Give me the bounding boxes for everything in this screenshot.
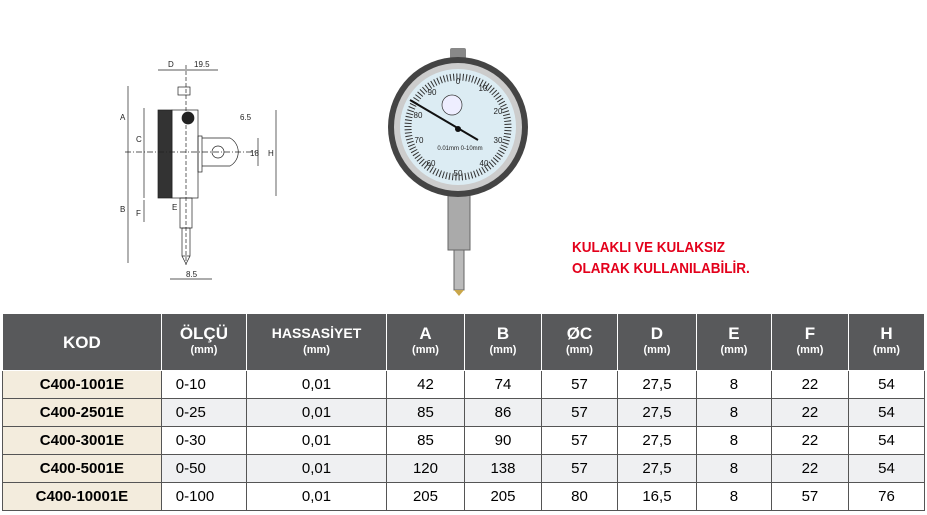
product-code-cell: C400-5001E xyxy=(3,455,162,483)
dial-number: 20 xyxy=(493,107,503,116)
table-cell: 22 xyxy=(771,399,848,427)
table-row xyxy=(3,427,925,455)
table-cell: 8 xyxy=(696,427,771,455)
header-title: HASSASİYET xyxy=(271,325,362,341)
table-cell: 22 xyxy=(771,427,848,455)
table-row xyxy=(3,371,925,399)
table-cell: 57 xyxy=(541,427,617,455)
table-cell: 54 xyxy=(848,455,924,483)
table-cell: 205 xyxy=(387,483,465,511)
product-code-cell: C400-3001E xyxy=(3,427,162,455)
dial-scale-text: 0.01mm 0-10mm xyxy=(437,146,483,152)
table-cell: 8 xyxy=(696,399,771,427)
column-header xyxy=(541,314,617,371)
note-line-1: KULAKLI VE KULAKSIZ xyxy=(572,239,725,256)
table-cell: 0-100 xyxy=(161,483,246,511)
label-8-5: 8.5 xyxy=(186,270,198,279)
table-cell: 22 xyxy=(771,371,848,399)
table-row xyxy=(3,399,925,427)
table-cell: 138 xyxy=(464,455,541,483)
column-header xyxy=(464,314,541,371)
header-unit: (mm) xyxy=(873,344,900,356)
table-cell: 16,5 xyxy=(617,483,696,511)
header-title: ÖLÇÜ xyxy=(179,324,228,343)
product-code-cell: C400-1001E xyxy=(3,371,162,399)
header-title: KOD xyxy=(63,332,101,352)
table-cell: 0,01 xyxy=(247,455,387,483)
table-cell: 0,01 xyxy=(247,399,387,427)
header-title: B xyxy=(496,324,510,343)
column-header xyxy=(3,314,162,371)
header-title: ØC xyxy=(566,324,593,343)
table-cell: 0-30 xyxy=(161,427,246,455)
dial-number: 70 xyxy=(414,136,424,145)
header-unit: (mm) xyxy=(796,344,824,356)
table-cell: 74 xyxy=(464,371,541,399)
table-cell: 0,01 xyxy=(247,371,387,399)
table-cell: 57 xyxy=(541,455,617,483)
header-title: E xyxy=(728,324,740,343)
table-cell: 27,5 xyxy=(617,427,696,455)
label-b: B xyxy=(120,205,126,214)
spec-table xyxy=(2,313,925,511)
label-6-5: 6.5 xyxy=(240,113,252,122)
label-c: C xyxy=(136,135,142,144)
table-cell: 54 xyxy=(848,427,924,455)
dial-number: 40 xyxy=(479,159,489,168)
header-unit: (mm) xyxy=(566,344,593,356)
dial-number: 10 xyxy=(478,84,488,93)
header-unit: (mm) xyxy=(720,344,748,356)
table-cell: 90 xyxy=(464,427,541,455)
table-cell: 8 xyxy=(696,483,771,511)
table-cell: 76 xyxy=(848,483,924,511)
table-cell: 205 xyxy=(464,483,541,511)
usage-note xyxy=(572,237,750,279)
column-header xyxy=(387,314,465,371)
product-code-cell: C400-10001E xyxy=(3,483,162,511)
header-title: A xyxy=(419,324,432,343)
table-cell: 0,01 xyxy=(247,483,387,511)
dial-gauge-photo xyxy=(380,40,540,300)
table-cell: 27,5 xyxy=(617,371,696,399)
header-title: D xyxy=(650,324,664,343)
column-header xyxy=(696,314,771,371)
label-d: D xyxy=(168,60,174,69)
dial-number: 0 xyxy=(455,77,461,86)
table-cell: 57 xyxy=(771,483,848,511)
column-header xyxy=(247,314,387,371)
table-cell: 0,01 xyxy=(247,427,387,455)
table-cell: 86 xyxy=(464,399,541,427)
table-cell: 0-50 xyxy=(161,455,246,483)
header-unit: (mm) xyxy=(190,344,218,356)
header-unit: (mm) xyxy=(412,344,439,356)
dial-number: 90 xyxy=(427,88,437,97)
header-title: F xyxy=(804,324,816,343)
header-title: H xyxy=(880,324,893,343)
table-cell: 54 xyxy=(848,399,924,427)
table-cell: 85 xyxy=(387,399,465,427)
table-cell: 80 xyxy=(541,483,617,511)
table-cell: 120 xyxy=(387,455,465,483)
table-cell: 54 xyxy=(848,371,924,399)
dial-number: 80 xyxy=(413,111,423,120)
label-18: 18 xyxy=(250,149,259,158)
table-cell: 8 xyxy=(696,455,771,483)
column-header xyxy=(161,314,246,371)
label-e: E xyxy=(172,203,178,212)
table-cell: 27,5 xyxy=(617,455,696,483)
label-19-5: 19.5 xyxy=(194,60,210,69)
dial-number: 30 xyxy=(493,136,503,145)
table-cell: 85 xyxy=(387,427,465,455)
header-unit: (mm) xyxy=(643,344,671,356)
technical-drawing xyxy=(100,50,300,290)
header-unit: (mm) xyxy=(303,344,330,356)
column-header xyxy=(848,314,924,371)
label-a: A xyxy=(120,113,126,122)
dial-number: 50 xyxy=(453,169,463,178)
note-line-2: OLARAK KULLANILABİLİR. xyxy=(572,260,750,277)
header-unit: (mm) xyxy=(489,344,517,356)
dial-number: 60 xyxy=(426,159,436,168)
table-cell: 22 xyxy=(771,455,848,483)
table-row xyxy=(3,455,925,483)
column-header xyxy=(617,314,696,371)
table-cell: 0-10 xyxy=(161,371,246,399)
table-cell: 57 xyxy=(541,399,617,427)
product-code-cell: C400-2501E xyxy=(3,399,162,427)
label-h: H xyxy=(268,149,274,158)
column-header xyxy=(771,314,848,371)
table-cell: 0-25 xyxy=(161,399,246,427)
table-cell: 27,5 xyxy=(617,399,696,427)
label-f: F xyxy=(136,209,141,218)
table-row xyxy=(3,483,925,511)
table-cell: 57 xyxy=(541,371,617,399)
table-cell: 8 xyxy=(696,371,771,399)
table-cell: 42 xyxy=(387,371,465,399)
